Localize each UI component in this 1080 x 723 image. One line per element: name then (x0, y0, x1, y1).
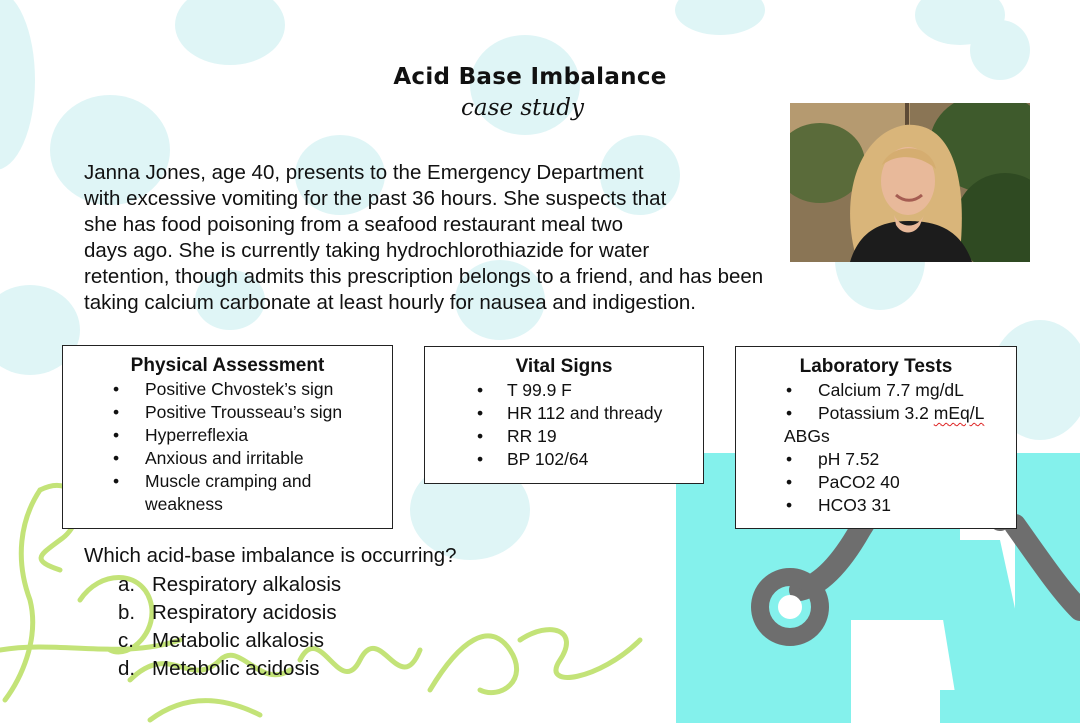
question-prompt: Which acid-base imbalance is occurring? (84, 544, 457, 567)
answer-option-b: b. Respiratory acidosis (118, 601, 337, 624)
laboratory-tests-heading: Laboratory Tests (799, 356, 953, 377)
laboratory-tests-list (736, 379, 1016, 425)
patient-photo (790, 103, 1030, 262)
list-item: • Hyperreflexia (113, 425, 249, 445)
vital-signs-list (425, 379, 703, 471)
list-item: • HR 112 and thready (477, 403, 663, 423)
list-item-continuation: weakness (145, 494, 223, 514)
page-subtitle: case study (461, 95, 584, 121)
list-item: • Positive Chvostek’s sign (113, 379, 334, 399)
vital-signs-box (424, 346, 704, 484)
list-item: • pH 7.52 (786, 449, 880, 469)
list-item: • RR 19 (477, 426, 557, 446)
list-item: • HCO3 31 (786, 495, 891, 515)
laboratory-tests-box (735, 346, 1017, 529)
abgs-label: ABGs (784, 426, 830, 446)
answer-option-d: d. Metabolic acidosis (118, 657, 320, 680)
case-narrative-line: Janna Jones, age 40, presents to the Emergency Department (84, 161, 644, 184)
case-narrative-line: she has food poisoning from a seafood restaurant meal two (84, 213, 624, 236)
physical-assessment-list (63, 378, 392, 516)
case-narrative-line: taking calcium carbonate at least hourly for nausea and indigestion. (84, 291, 696, 314)
physical-assessment-box (62, 345, 393, 529)
list-item: • Positive Trousseau’s sign (113, 402, 343, 422)
physical-assessment-heading: Physical Assessment (130, 355, 325, 376)
spellcheck-underlined-unit: mEq/L (933, 403, 985, 423)
case-narrative-line: with excessive vomiting for the past 36 hours. She suspects that (84, 187, 667, 210)
list-item: • Calcium 7.7 mg/dL (786, 380, 964, 400)
list-item: • Potassium 3.2 mEq/L (786, 403, 985, 423)
answer-options (118, 571, 341, 683)
list-item: • BP 102/64 (477, 449, 589, 469)
list-item: • Muscle cramping and (113, 471, 312, 491)
case-narrative-line: days ago. She is currently taking hydrochlorothiazide for water (84, 239, 650, 262)
abg-list (736, 448, 1016, 517)
page-title: Acid Base Imbalance (393, 64, 667, 90)
case-narrative-line: retention, though admits this prescription belongs to a friend, and has been (84, 265, 764, 288)
list-item: • PaCO2 40 (786, 472, 900, 492)
answer-option-a: a. Respiratory alkalosis (118, 573, 342, 596)
answer-option-c: c. Metabolic alkalosis (118, 629, 325, 652)
list-item: • Anxious and irritable (113, 448, 304, 468)
list-item: • T 99.9 F (477, 380, 572, 400)
vital-signs-heading: Vital Signs (515, 356, 613, 377)
